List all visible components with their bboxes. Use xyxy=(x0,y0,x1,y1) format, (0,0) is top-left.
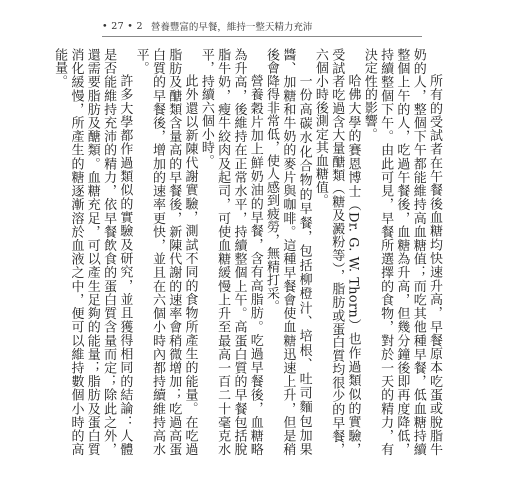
paragraph-1: 所有的受試者在午餐後血糖均快速升高，早餐原本吃蛋或脫脂牛奶的人，整個下午都能維持高血糖值；而吃其他種早餐，低血糖持續整個上午的人，吃過午餐後，血糖為升高，但幾分鐘後即再度降低，持續整個下午。由此可見，早餐所選擇的食物，對於一天的精力，有決定性的影響。 xyxy=(361,48,442,456)
running-header xyxy=(102,18,312,34)
paragraph-4: 營養穀片加上鮮奶油的早餐，含有高脂肪。吃過早餐後，血糖略為升高，後維持在正常水平，持續整個上午。高蛋白質的早餐包括脫脂牛奶，瘦牛絞肉及起司，可使血糖緩慢上升至最高一百二十毫克水平，持續六個小時。 xyxy=(198,48,263,456)
header-rule xyxy=(102,36,422,37)
paragraph-6: 許多大學都作過類似的實驗及研究，並且獲得相同的結論：人體是否能維持充沛的精力，依早餐飲食的蛋白質含量而定；除此之外，還需要脂肪及醣類。血糖充足，可以產生足夠的能量；脂肪及蛋白質消化緩慢，所產生的糖逐漸溶於血液之中，便可以維持數個小時的高能量。 xyxy=(52,48,133,456)
page-number: • 27 • 2 xyxy=(102,20,143,32)
paragraph-2: 哈佛大學的賽恩博士（Dr. G. W. Thorn）也作過類似的實驗，受試者吃過含大量醣類（糖及澱粉等），脂肪或蛋白質均很少的早餐，六個小時後測定其血糖值。 xyxy=(312,48,361,456)
running-title: 營養豐富的早餐，維持一整天精力充沛 xyxy=(150,22,313,33)
body-text xyxy=(52,48,442,456)
paragraph-5: 此外還以新陳代謝實驗，測試不同的食物所產生的能量。在吃過脂肪及醣類含量高的早餐後，新陳代謝的速率會稍微增加；吃過高蛋白質的早餐後，增加的速率更快，並且在六個小時內都持續維持高水平。 xyxy=(133,48,198,456)
paragraph-3: 一份高碳水化合物的早餐，包括柳橙汁、培根、吐司麵包加果醬、加糖和牛奶的麥片與咖啡。這種早餐會使血糖迅速上升，但是稍後會降得非常低，使人感到疲勞，無精打采。 xyxy=(264,48,312,456)
